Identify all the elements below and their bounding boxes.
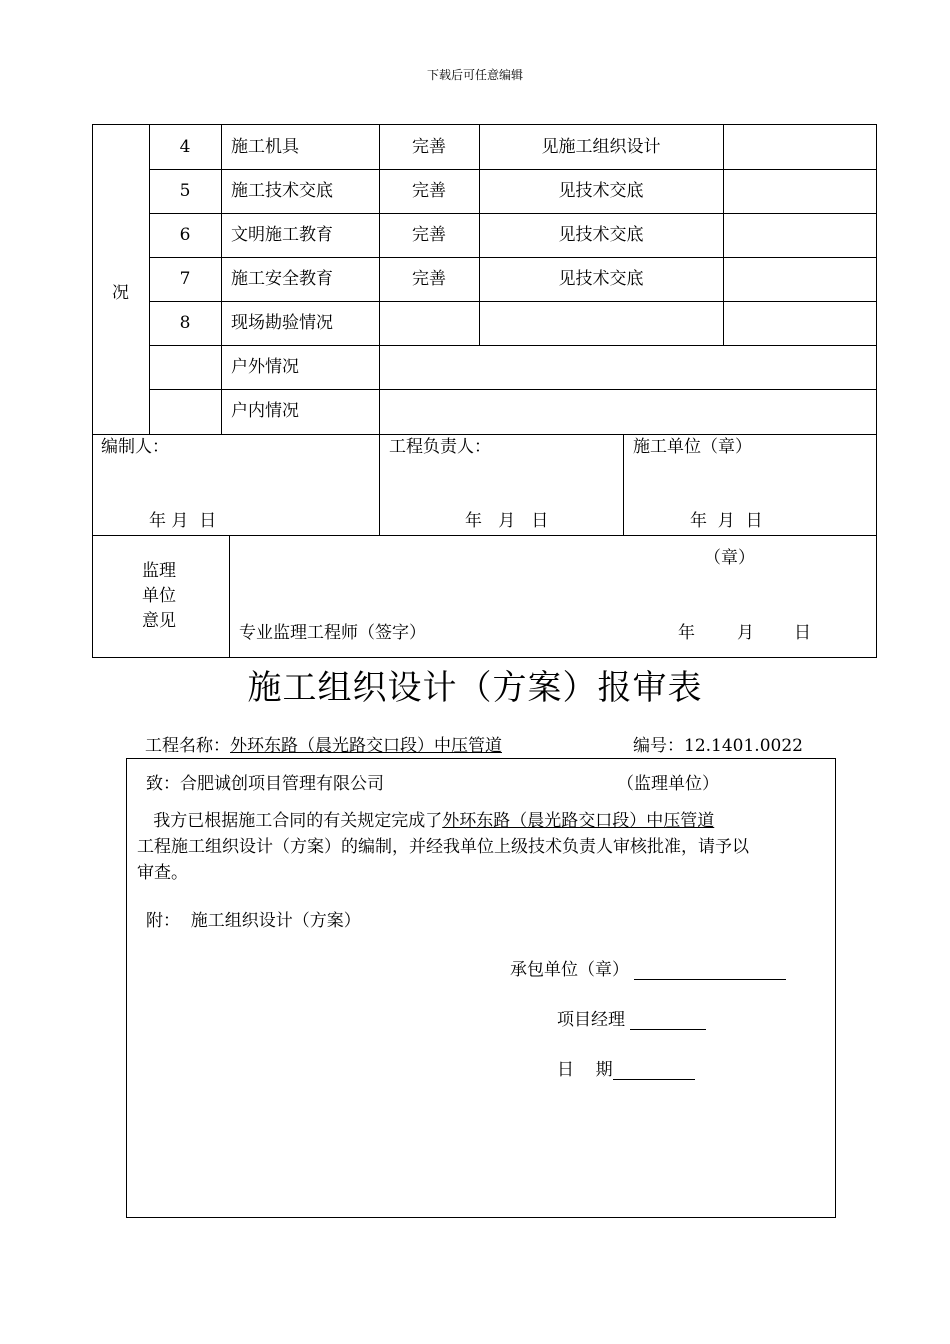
sub-row-indoor: 户内情况 — [231, 401, 299, 421]
supervision-date-month: 月 — [737, 623, 754, 643]
project-name-label: 工程名称： — [145, 736, 230, 756]
supervision-label-line: 监理 — [142, 561, 176, 581]
form-number-label: 编号： — [633, 736, 684, 756]
body-line2: 工程施工组织设计（方案）的编制，并经我单位上级技术负责人审核批准，请予以 — [137, 837, 749, 857]
compiler-date: 年 月 日 — [149, 511, 217, 531]
row-number: 7 — [179, 269, 191, 289]
row-status: 完善 — [412, 225, 446, 245]
row-item: 现场勘验情况 — [231, 313, 333, 333]
row-number: 8 — [179, 313, 191, 333]
addressee-unit: （监理单位） — [617, 774, 719, 794]
contractor-blank[interactable] — [634, 961, 786, 980]
row-remark: 见技术交底 — [558, 269, 644, 289]
form-number-row — [633, 736, 803, 756]
row-remark: 见技术交底 — [558, 225, 644, 245]
body-line3: 审查。 — [137, 863, 188, 883]
sub-row-outdoor: 户外情况 — [231, 357, 299, 377]
row-item: 施工技术交底 — [231, 181, 333, 201]
row-number: 6 — [179, 225, 191, 245]
supervision-seal: （章） — [704, 548, 755, 568]
header-note: 下载后可任意编辑 — [426, 68, 523, 82]
row-status: 完善 — [412, 137, 446, 157]
manager-label: 项目经理 — [557, 1010, 625, 1030]
row-remark: 见技术交底 — [558, 181, 644, 201]
row-status: 完善 — [412, 269, 446, 289]
supervision-label-line: 意见 — [142, 611, 176, 631]
contractor-row — [510, 960, 786, 980]
construction-unit-label: 施工单位（章） — [633, 437, 752, 457]
row-number: 5 — [179, 181, 191, 201]
row-remark: 见施工组织设计 — [541, 137, 661, 157]
contractor-label: 承包单位（章） — [510, 960, 629, 980]
row-item: 施工机具 — [231, 137, 299, 157]
date-label: 日 期 — [557, 1060, 613, 1080]
row-item: 文明施工教育 — [231, 225, 333, 245]
side-label: 况 — [112, 283, 129, 303]
manager-blank[interactable] — [630, 1011, 706, 1030]
supervision-engineer-label: 专业监理工程师（签字） — [239, 623, 426, 643]
form-number: 12.1401.0022 — [684, 736, 803, 756]
manager-row — [557, 1010, 706, 1030]
row-item: 施工安全教育 — [231, 269, 333, 289]
body-project: 外环东路（晨光路交口段）中压管道 — [442, 811, 715, 831]
form-title: 施工组织设计（方案）报审表 — [247, 668, 703, 708]
project-lead-label: 工程负责人： — [389, 437, 491, 457]
addressee: 致：合肥诚创项目管理有限公司 — [146, 774, 384, 794]
supervision-date-day: 日 — [794, 623, 811, 643]
supervision-label-line: 单位 — [142, 586, 176, 606]
row-number: 4 — [179, 137, 191, 157]
project-name-row — [145, 736, 502, 756]
project-name: 外环东路（晨光路交口段）中压管道 — [230, 736, 502, 756]
compiler-label: 编制人： — [101, 437, 169, 457]
attachment: 附： 施工组织设计（方案） — [146, 911, 361, 931]
date-blank[interactable] — [613, 1061, 695, 1080]
construction-unit-date: 年 月 日 — [690, 511, 763, 531]
supervision-date-year: 年 — [678, 623, 695, 643]
form-body — [137, 808, 829, 886]
project-lead-date: 年 月 日 — [465, 511, 549, 531]
row-status: 完善 — [412, 181, 446, 201]
body-prefix: 我方已根据施工合同的有关规定完成了 — [153, 811, 443, 831]
date-row — [557, 1060, 695, 1080]
